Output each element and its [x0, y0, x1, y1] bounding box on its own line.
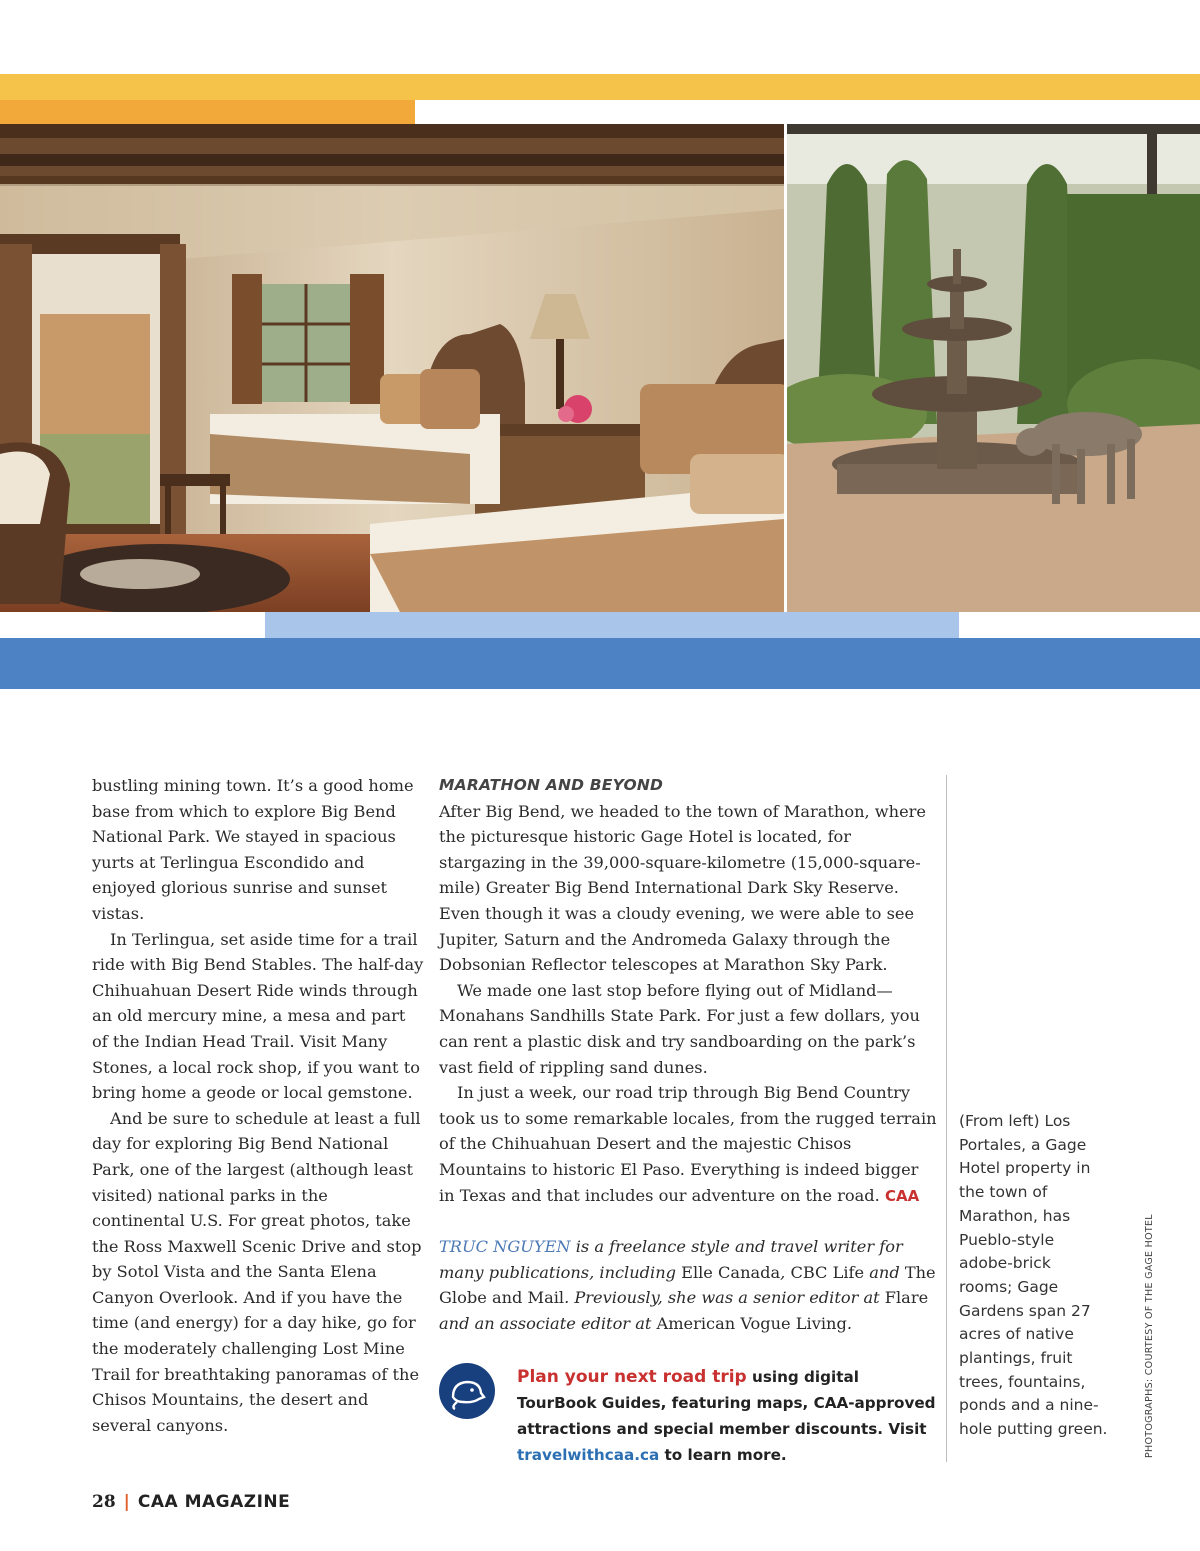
page-number: 28 [92, 1492, 116, 1512]
publication-name: Flare [884, 1288, 929, 1308]
bio-text: . [846, 1313, 852, 1333]
garden-fountain-photo [787, 124, 1200, 612]
bottom-blue-band [0, 638, 1200, 689]
bio-text: is a freelance style and travel writer for many publications, including [439, 1237, 903, 1282]
article-column-left [92, 773, 424, 1438]
promo-lead: Plan your next road trip [517, 1367, 747, 1387]
garden-illustration [787, 124, 1200, 612]
section-heading: MARATHON AND BEYOND [439, 776, 664, 794]
paragraph: bustling mining town. It’s a good home base from which to explore Big Bend National Park. We stayed in spacious yurts at Terlingua Escondido and enjoyed glorious sunrise and sunset vistas. [92, 776, 414, 923]
end-mark: CAA [884, 1186, 920, 1205]
photo-caption: (From left) Los Portales, a Gage Hotel property in the town of Marathon, has Pueblo-style adobe-brick rooms; Gage Gardens span 27 acres of native plantings, fruit trees, fountains, ponds and a nine-hole putting green. [959, 1112, 1108, 1439]
promo-link[interactable]: travelwithcaa.ca [517, 1446, 660, 1464]
hotel-room-photo [0, 124, 784, 612]
caa-beaver-icon [439, 1363, 495, 1419]
bio-text: . Previously, she was a senior editor at [564, 1288, 885, 1308]
paragraph [439, 1080, 939, 1209]
paragraph: And be sure to schedule at least a full day for exploring Big Bend National Park, one of the largest (although least visited) national parks in the continental U.S. For great photos, take the Ross Maxwell Scenic Drive and stop by Sotol Vista and the Santa Elena Canyon Overlook. And if you have the time (and energy) for a day hike, go for the moderately challenging Lost Mine Trail for breathtaking panoramas of the Chisos Mountains, the desert and several canyons. [92, 1108, 422, 1435]
article-column-middle [439, 773, 939, 1336]
bio-text: and an associate editor at [439, 1313, 657, 1333]
paragraph: We made one last stop before flying out of Midland—Monahans Sandhills State Park. For just a few dollars, you can rent a plastic disk and try sandboarding on the park’s vast field of rippling sand dunes. [439, 980, 920, 1077]
promo-box [517, 1364, 937, 1468]
column-divider [946, 775, 947, 1462]
paragraph-text: In just a week, our road trip through Big Bend Country took us to some remarkable locales, from the rugged terrain of the Chihuahuan Desert and the majestic Chisos Mountains to historic El Paso. Everything is indeed bigger in Texas and that includes our adventure on the road. [439, 1083, 937, 1205]
author-bio [439, 1234, 939, 1336]
promo-text: to learn more. [659, 1446, 787, 1464]
promo-text: using digital TourBook Guides, featuring maps, CAA-approved attractions and special member discounts. Visit [517, 1368, 936, 1438]
photo-credit: PHOTOGRAPHS: COURTESY OF THE GAGE HOTEL [1144, 1214, 1155, 1458]
paragraph: After Big Bend, we headed to the town of Marathon, where the picturesque historic Gage Hotel is located, for stargazing in the 39,000-square-kilometre (15,000-square-mile) Greater Big Bend International Dark Sky Reserve. Even though it was a cloudy evening, we were able to see Jupiter, Saturn and the Andromeda Galaxy through the Dobsonian Reflector telescopes at Marathon Sky Park. [439, 801, 926, 975]
publication-name: American Vogue Living [656, 1313, 847, 1333]
page-footer [92, 1492, 290, 1512]
publication-name: The Globe and Mail [439, 1262, 936, 1308]
hotel-room-illustration [0, 124, 784, 612]
bottom-light-blue-band [265, 612, 959, 638]
top-yellow-band [0, 74, 1200, 100]
footer-separator: | [123, 1492, 130, 1512]
bio-text: , [780, 1262, 791, 1282]
paragraph: In Terlingua, set aside time for a trail ride with Big Bend Stables. The half-day Chihuahuan Desert Ride winds through an old mercury mine, a mesa and part of the Indian Head Trail. Visit Many Stones, a local rock shop, if you want to bring home a geode or local gemstone. [92, 929, 424, 1103]
magazine-name: CAA MAGAZINE [137, 1492, 291, 1512]
publication-name: Elle Canada [681, 1262, 781, 1282]
bio-text: and [864, 1262, 905, 1282]
publication-name: CBC Life [790, 1262, 865, 1282]
author-name: TRUC NGUYEN [439, 1237, 571, 1257]
top-orange-band [0, 100, 415, 124]
